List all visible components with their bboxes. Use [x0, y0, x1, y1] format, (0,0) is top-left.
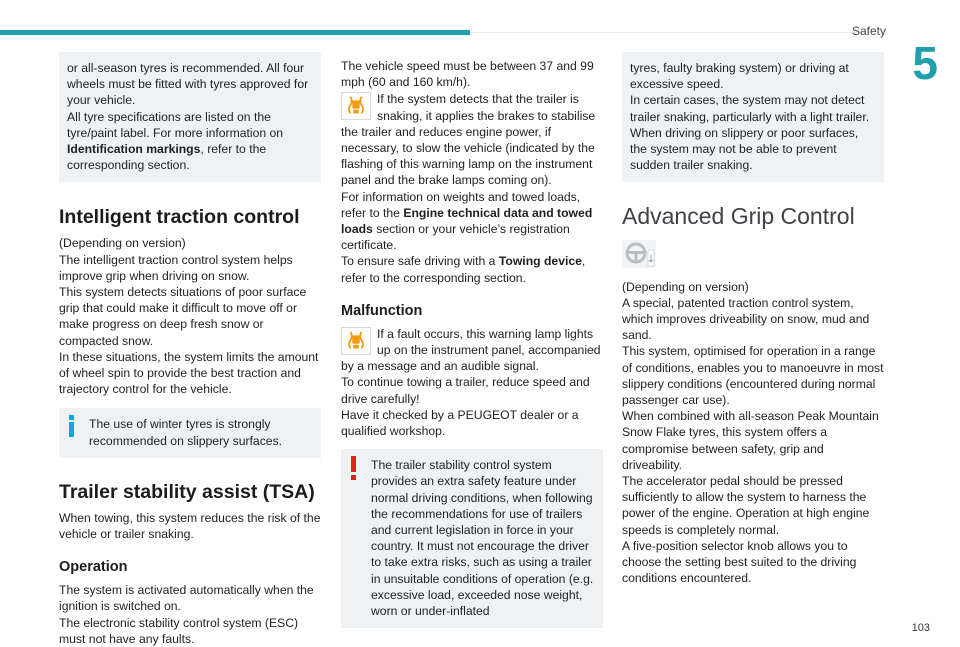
trailer-stability-warning-lamp-icon — [341, 327, 371, 355]
tyres-continuation-box — [59, 52, 321, 182]
paragraph: tyres, faulty braking system) or driving at excessive speed. — [630, 61, 849, 92]
chapter-number: 5 — [912, 37, 938, 89]
paragraph: When towing, this system reduces the risk of the vehicle or trailer snaking. — [59, 510, 321, 542]
paragraph: In certain cases, the system may not detect trailer snaking, particularly with a light trailer. When driving on slippery or poor surfaces, the system may not be able to prevent sudden trailer snaking. — [630, 93, 870, 173]
paragraph: This system, optimised for operation in a range of conditions, enables you to manoeuvre in most slippery conditions (encountered during normal passenger car use). — [622, 344, 884, 408]
warning-note — [341, 449, 603, 628]
column-1 — [59, 52, 321, 647]
paragraph: The intelligent traction control system helps improve grip when driving on snow. — [59, 252, 293, 283]
warning-icon — [349, 456, 359, 480]
paragraph: This system detects situations of poor surface grip that could make it difficult to move off or make progress on deep fresh snow or compacted snow. — [59, 285, 307, 348]
paragraph: The accelerator pedal should be pressed sufficiently to allow the system to harness the power of the engine. Operation at high engine speeds is completely normal. — [622, 474, 870, 537]
info-note — [59, 408, 321, 457]
heading-advanced-grip-control: Advanced Grip Control — [622, 203, 855, 230]
paragraph: To continue towing a trailer, reduce speed and drive carefully! — [341, 375, 590, 406]
progress-bar-track — [470, 32, 870, 33]
heading-operation: Operation — [59, 559, 128, 576]
heading-trailer-stability-assist: Trailer stability assist (TSA) — [59, 480, 315, 503]
paragraph: The electronic stability control system (ESC) must not have any faults. — [59, 615, 299, 646]
paragraph: (Depending on version) — [59, 236, 186, 251]
section-header: Safety — [851, 24, 886, 38]
paragraph: A five-position selector knob allows you to choose the setting best suited to the driving conditions encountered. — [622, 538, 857, 586]
paragraph: If a fault occurs, this warning lamp lights up on the instrument panel, accompanied by a message and an audible signal. — [341, 326, 601, 374]
progress-bar-fill — [0, 30, 470, 35]
heading-intelligent-traction-control: Intelligent traction control — [59, 206, 300, 229]
paragraph: A special, patented traction control system, which improves driveability on snow, mud and sand. — [622, 295, 870, 343]
warning-text: The trailer stability control system provides an extra safety feature under normal driving conditions, when following the recommendations for use of trailers and current legislation in force in your country. It must not encourage the driver to take extra risks, such as using a trailer in unsuitable conditions of operation (e.g. excessive load, exceeded nose weight, worn or under-inflated — [371, 458, 594, 619]
paragraph: When combined with all-season Peak Mountain Snow Flake tyres, this system offers a compromise between safety, grip and driveability. — [622, 409, 879, 472]
steering-wheel-icon — [622, 240, 656, 268]
paragraph: or all-season tyres is recommended. All four wheels must be fitted with tyres approved for your vehicle. — [67, 61, 309, 108]
malfunction-lamp-paragraph — [341, 326, 603, 375]
note-text: The use of winter tyres is strongly recommended on slippery surfaces. — [89, 417, 283, 448]
page-number: 103 — [911, 622, 930, 634]
column-3 — [622, 52, 884, 586]
tsa-lamp-paragraph — [341, 91, 603, 188]
paragraph: The system is activated automatically when the ignition is switched on. — [59, 583, 314, 614]
paragraph: The vehicle speed must be between 37 and 99 mph (60 and 160 km/h). — [341, 59, 594, 90]
paragraph: If the system detects that the trailer is snaking, it applies the brakes to stabilise the trailer and reduces engine power, if necessary, to slow the vehicle (indicated by the flashing of this warning lamp on the instrument panel and the brake lamps coming on). — [341, 92, 596, 188]
paragraph: (Depending on version) — [622, 279, 749, 294]
paragraph: All tyre specifications are listed on the tyre/paint label. For more information on Identification markings, refer to the corresponding section. — [67, 109, 284, 173]
warning-continuation-box — [622, 52, 884, 182]
column-2 — [341, 58, 603, 628]
info-icon — [67, 415, 77, 437]
heading-malfunction: Malfunction — [341, 302, 423, 319]
paragraph: Have it checked by a PEUGEOT dealer or a qualified workshop. — [341, 407, 579, 439]
paragraph: For information on weights and towed loads, refer to the Engine technical data and towed loads section or your vehicle’s registration certificate. — [341, 189, 593, 253]
paragraph: To ensure safe driving with a Towing device, refer to the corresponding section. — [341, 254, 586, 285]
paragraph: In these situations, the system limits the amount of wheel spin to provide the best traction and trajectory control for the vehicle. — [59, 349, 319, 397]
trailer-stability-warning-lamp-icon — [341, 92, 371, 120]
